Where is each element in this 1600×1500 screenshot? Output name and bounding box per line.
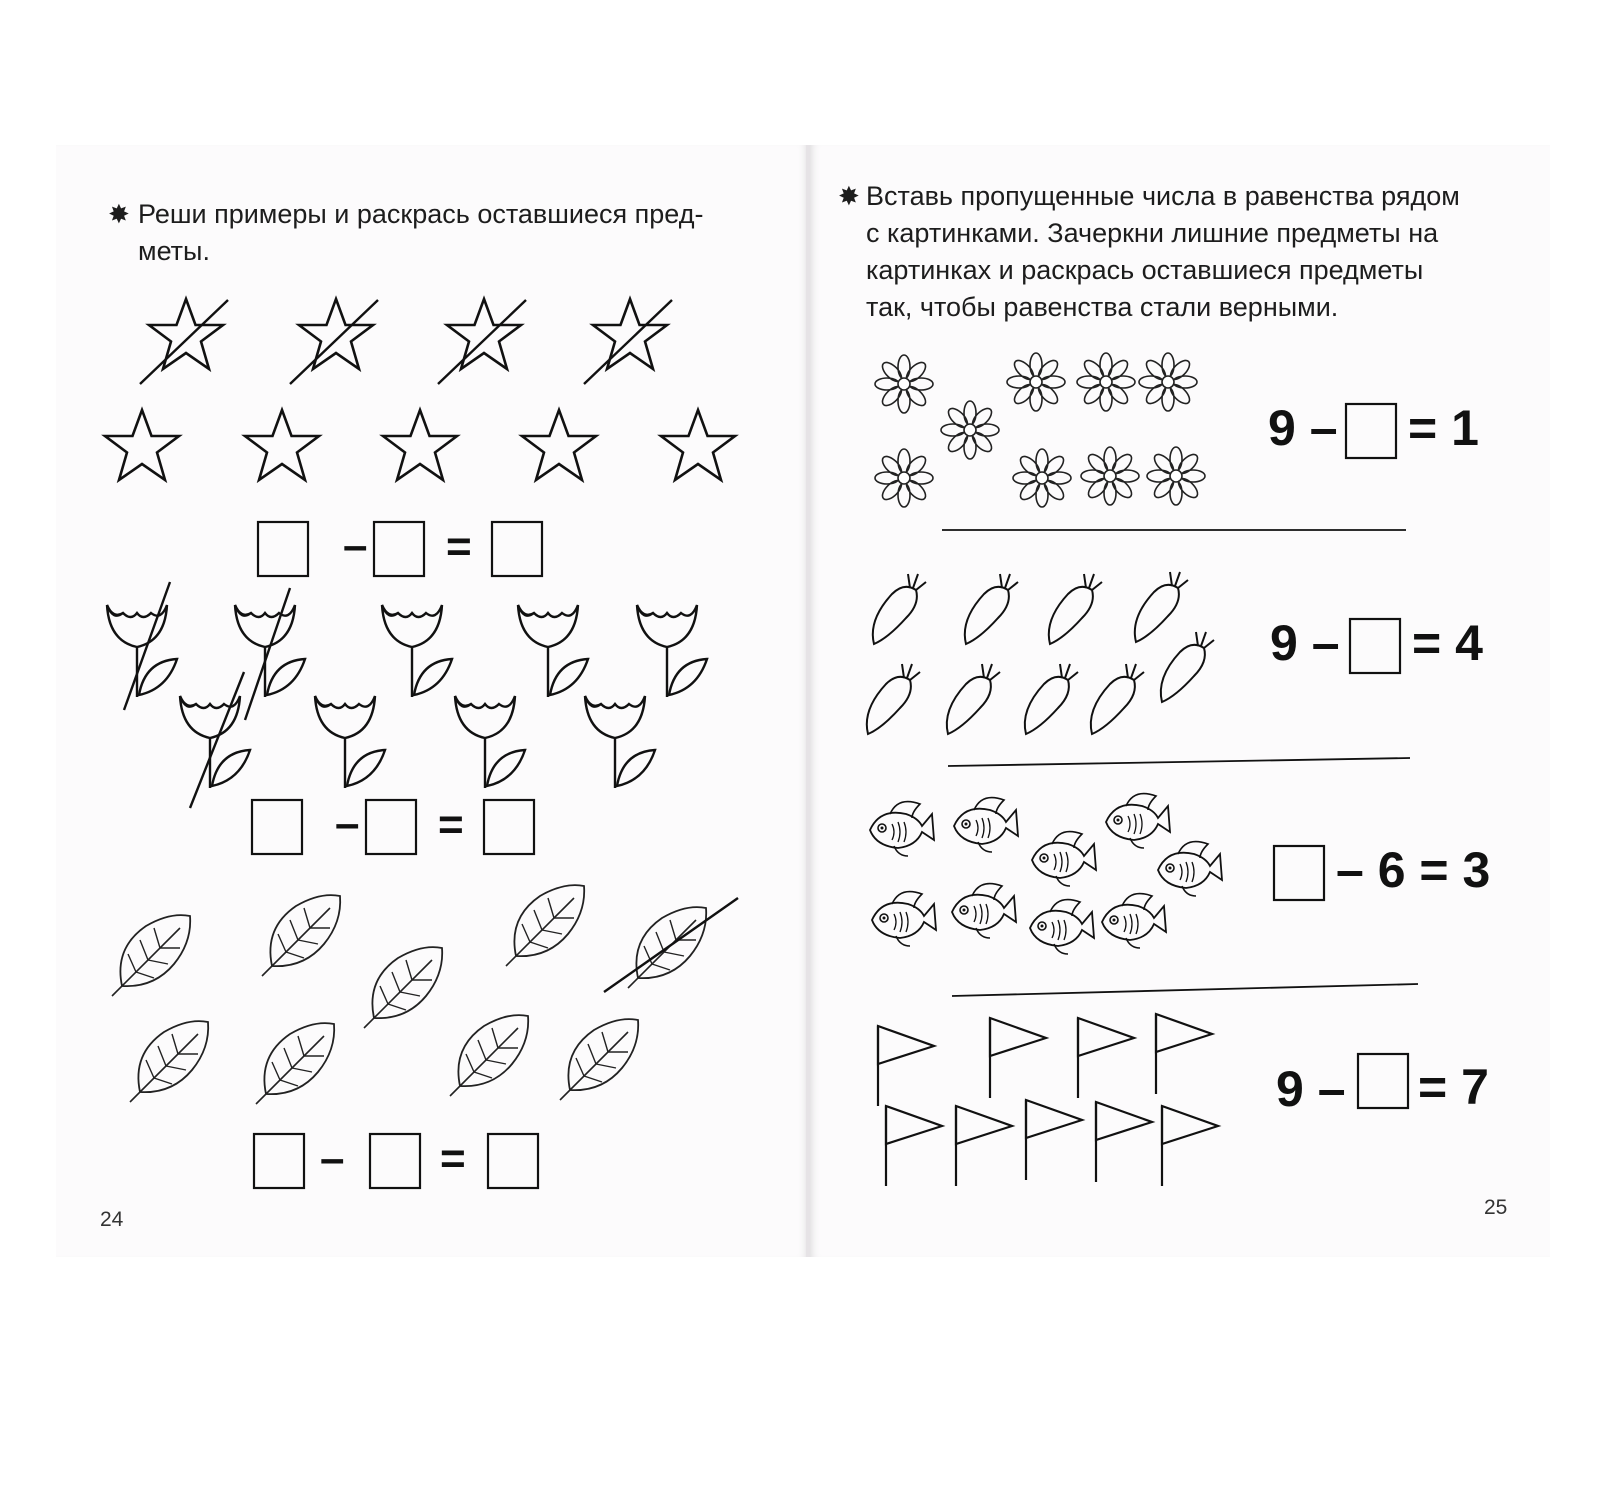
flower-icon — [1147, 447, 1205, 505]
star-icon — [105, 410, 179, 480]
minus-sign: – — [335, 799, 360, 848]
left-instruction-line-2: меты. — [138, 236, 210, 266]
leaf-icon — [364, 947, 442, 1028]
divider-line — [948, 758, 1410, 766]
carrot-group — [867, 572, 1214, 734]
right-equation-1 — [1268, 400, 1479, 458]
flower-icon — [1139, 353, 1197, 411]
right-instruction-line-3: картинках и раскрась оставшиеся предметы — [866, 255, 1424, 285]
leaf-group — [112, 885, 738, 1104]
star-icon — [522, 410, 596, 480]
answer-box — [1274, 846, 1324, 900]
tulip-icon — [455, 696, 525, 788]
equation-right-text: = 4 — [1412, 615, 1483, 671]
flag-icon — [1078, 1018, 1134, 1098]
leaf-icon — [262, 895, 340, 976]
leaf-icon — [560, 1019, 638, 1100]
fish-icon — [1032, 832, 1096, 886]
answer-box — [1358, 1054, 1408, 1108]
carrot-icon — [1025, 664, 1078, 734]
star-icon — [383, 410, 457, 480]
tulip-icon-crossed — [107, 605, 177, 697]
answer-box — [252, 800, 302, 854]
flower-icon — [1081, 447, 1139, 505]
answer-box — [1350, 619, 1400, 673]
right-instruction-line-4: так, чтобы равенства стали верными. — [866, 292, 1339, 322]
equation-right-text: = 7 — [1418, 1059, 1489, 1115]
carrot-icon — [873, 574, 926, 644]
equation-left-text: 9 – — [1270, 615, 1340, 671]
answer-box — [1346, 404, 1396, 458]
carrot-icon — [867, 664, 920, 734]
minus-sign: – — [320, 1134, 345, 1183]
carrot-icon — [1135, 572, 1188, 642]
answer-box — [370, 1134, 420, 1188]
star-group — [105, 299, 735, 480]
star-icon-crossed — [149, 299, 223, 369]
equation-1 — [258, 521, 542, 576]
equation-left-text: 9 – — [1276, 1061, 1346, 1117]
flag-icon — [1156, 1014, 1212, 1094]
answer-box — [254, 1134, 304, 1188]
flower-icon — [875, 449, 933, 507]
right-equation-2 — [1270, 615, 1483, 673]
bullet-icon: ✸ — [108, 199, 130, 229]
tulip-icon-crossed — [235, 605, 305, 697]
flower-icon — [941, 401, 999, 459]
carrot-icon — [965, 574, 1018, 644]
answer-box — [258, 522, 308, 576]
tulip-icon — [518, 605, 588, 697]
fish-icon — [1158, 842, 1222, 896]
star-icon — [245, 410, 319, 480]
equation-right-text: – 6 = 3 — [1336, 842, 1491, 898]
equals-sign: = — [446, 522, 472, 571]
fish-icon — [954, 798, 1018, 852]
equation-left-text: 9 – — [1268, 400, 1338, 456]
left-instruction-line-1: Реши примеры и раскрась оставшиеся пред- — [138, 199, 704, 229]
answer-box — [374, 522, 424, 576]
leaf-icon — [450, 1015, 528, 1096]
divider-line — [952, 984, 1418, 996]
equation-right-text: = 1 — [1408, 400, 1479, 456]
carrot-icon — [1161, 632, 1214, 702]
fish-group — [870, 794, 1222, 954]
tulip-icon — [382, 605, 452, 697]
flag-icon — [878, 1026, 934, 1106]
flag-icon — [990, 1018, 1046, 1098]
star-icon-crossed — [593, 299, 667, 369]
tulip-icon — [585, 696, 655, 788]
flower-icon — [1077, 353, 1135, 411]
bullet-icon: ✸ — [838, 181, 860, 211]
flag-icon — [1096, 1102, 1152, 1182]
star-icon-crossed — [447, 299, 521, 369]
star-icon — [661, 410, 735, 480]
flag-icon — [1162, 1106, 1218, 1186]
equals-sign: = — [438, 800, 464, 849]
page-number-left: 24 — [100, 1208, 124, 1231]
equation-3 — [254, 1134, 538, 1188]
right-equation-4 — [1276, 1054, 1489, 1117]
tulip-icon — [637, 605, 707, 697]
answer-box — [492, 522, 542, 576]
flag-icon — [1026, 1100, 1082, 1180]
answer-box — [484, 800, 534, 854]
leaf-icon — [256, 1023, 334, 1104]
flower-icon — [875, 355, 933, 413]
flower-icon — [1013, 449, 1071, 507]
star-icon-crossed — [299, 299, 373, 369]
fish-icon — [1102, 894, 1166, 948]
flag-icon — [956, 1106, 1012, 1186]
flower-icon — [1007, 353, 1065, 411]
answer-box — [488, 1134, 538, 1188]
leaf-icon — [112, 915, 190, 996]
fish-icon — [1106, 794, 1170, 848]
fish-icon — [870, 802, 934, 856]
fish-icon — [952, 884, 1016, 938]
tulip-icon — [315, 696, 385, 788]
leaf-icon — [130, 1021, 208, 1102]
carrot-icon — [1091, 664, 1144, 734]
tulip-group — [107, 582, 707, 808]
flag-group — [878, 1014, 1218, 1186]
answer-box — [366, 800, 416, 854]
flower-group — [875, 353, 1205, 507]
fish-icon — [1030, 900, 1094, 954]
equals-sign: = — [440, 1134, 466, 1183]
right-instruction-line-1: Вставь пропущенные числа в равенства рядом — [866, 181, 1460, 211]
page-number-right: 25 — [1484, 1196, 1508, 1219]
right-equation-3 — [1274, 842, 1490, 900]
minus-sign: – — [343, 521, 368, 570]
equation-2 — [252, 799, 534, 854]
right-instruction-line-2: с картинками. Зачеркни лишние предметы на — [866, 218, 1439, 248]
flag-icon — [886, 1106, 942, 1186]
leaf-icon — [506, 885, 584, 966]
fish-icon — [872, 892, 936, 946]
carrot-icon — [947, 664, 1000, 734]
carrot-icon — [1049, 574, 1102, 644]
